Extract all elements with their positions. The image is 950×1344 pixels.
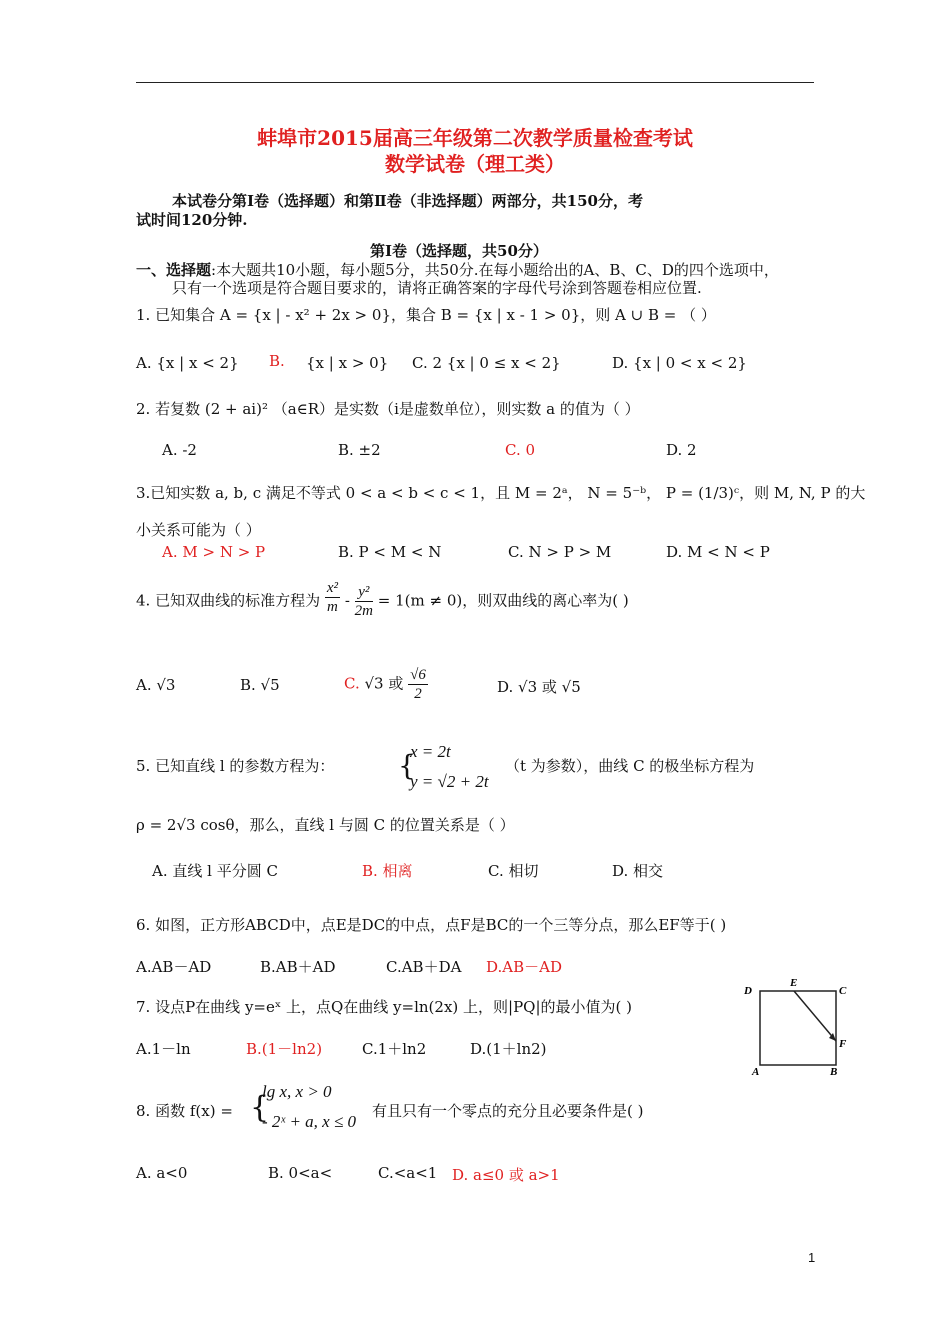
q1-stem: 1. 已知集合 A = {x | - x² + 2x > 0}，集合 B = {x | x - 1 > 0}，则 A ∪ B = （ ） — [136, 306, 716, 324]
q7-stem: 7. 设点P在曲线 y=eˣ 上，点Q在曲线 y=ln(2x) 上，则|PQ|的最小值为( ) — [136, 998, 632, 1016]
q4-frac2-den: 2m — [354, 603, 374, 619]
q4-option-c-math: √3 或 — [364, 674, 404, 693]
q4-option-c-label: C. — [344, 674, 360, 693]
q6-option-c: C.AB＋DA — [386, 958, 462, 976]
q5-system-line-1: x = 2t — [410, 742, 451, 761]
q4-option-d: D. √3 或 √5 — [497, 678, 581, 696]
segment-ef — [794, 991, 836, 1041]
q5-brace: { — [398, 749, 416, 782]
q7-option-c: C.1＋ln2 — [362, 1040, 427, 1058]
q1-option-a: A. {x | x < 2} — [136, 354, 239, 372]
q5-stem-pre: 5. 已知直线 l 的参数方程为： — [136, 757, 335, 775]
section-heading-line-2: 只有一个选项是符合题目要求的，请将正确答案的字母代号涂到答题卷相应位置. — [172, 279, 702, 297]
q8-brace: { — [250, 1090, 270, 1125]
q1-option-d: D. {x | 0 < x < 2} — [612, 354, 747, 372]
exam-subtitle: 数学试卷（理工类） — [385, 152, 565, 176]
q7-option-a: A.1－ln — [136, 1040, 191, 1058]
q3-option-a: A. M > N > P — [162, 543, 266, 561]
q6-option-d: D.AB－AD — [486, 958, 562, 976]
q4-option-c — [344, 666, 428, 703]
q2-option-b: B. ±2 — [338, 441, 381, 459]
q8-option-d: D. a≤0 或 a>1 — [452, 1166, 560, 1184]
q4-option-b: B. √5 — [240, 676, 280, 694]
q8-option-a: A. a<0 — [136, 1164, 188, 1182]
q4-fraction-y — [355, 583, 373, 620]
label-a: A — [752, 1066, 760, 1078]
q4-option-a: A. √3 — [136, 676, 176, 694]
exam-title: 蚌埠市2015届高三年级第二次教学质量检查考试 — [257, 126, 693, 150]
q4-c-frac-num: √6 — [410, 667, 426, 683]
q2-option-a: A. -2 — [162, 441, 197, 459]
q8-piece-1: lg x, x > 0 — [262, 1082, 332, 1101]
square-abcd-figure — [740, 975, 852, 1080]
q2-option-c: C. 0 — [505, 441, 536, 459]
q4-frac1-den: m — [327, 599, 338, 615]
intro-line-1: 本试卷分第Ⅰ卷（选择题）和第Ⅱ卷（非选择题）两部分，共150分，考 — [172, 192, 643, 210]
label-c: C — [839, 985, 847, 997]
q1-option-b: {x | x > 0} — [306, 354, 389, 372]
q5-option-a: A. 直线 l 平分圆 C — [152, 862, 278, 880]
q5-option-b: B. 相离 — [362, 862, 413, 880]
q5-system-line-2: y = √2 + 2t — [410, 772, 489, 791]
q8-stem-post: 有且只有一个零点的充分且必要条件是( ) — [372, 1102, 644, 1120]
page-number: 1 — [808, 1250, 816, 1265]
q3-stem-line-2: 小关系可能为（ ） — [136, 521, 261, 539]
q3-option-c: C. N > P > M — [508, 543, 612, 561]
section-title: 第Ⅰ卷（选择题，共50分） — [370, 242, 548, 260]
q5-stem-line-2: ρ = 2√3 cosθ，那么，直线 l 与圆 C 的位置关系是（ ） — [136, 816, 515, 834]
label-d: D — [744, 985, 752, 997]
q4-stem-pre: 4. 已知双曲线的标准方程为 — [136, 591, 321, 610]
q4-stem-post: = 1(m ≠ 0)，则双曲线的离心率为( ) — [377, 591, 629, 610]
q1-option-c: C. 2 {x | 0 ≤ x < 2} — [412, 354, 561, 372]
q5-stem-post: （t 为参数），曲线 C 的极坐标方程为 — [505, 757, 755, 775]
label-b: B — [830, 1066, 838, 1078]
section-heading-bold: 一、选择题 — [136, 261, 212, 279]
q5-option-d: D. 相交 — [612, 862, 664, 880]
q4-c-frac-den: 2 — [414, 686, 422, 702]
label-f: F — [839, 1038, 847, 1050]
q3-option-b: B. P < M < N — [338, 543, 442, 561]
q5-option-c: C. 相切 — [488, 862, 539, 880]
q4-frac2-num: y² — [355, 583, 373, 602]
q4-frac1-num: x² — [326, 580, 339, 596]
header-rule — [136, 82, 814, 83]
q2-option-d: D. 2 — [666, 441, 697, 459]
intro-line-2: 试时间120分钟. — [136, 211, 248, 229]
q8-option-b: B. 0<a< — [268, 1164, 333, 1182]
q7-option-d: D.(1＋ln2) — [470, 1040, 547, 1058]
q3-option-d: D. M < N < P — [666, 543, 770, 561]
q2-stem: 2. 若复数 (2 + ai)² （a∈R）是实数（i是虚数单位），则实数 a 的值为（ ） — [136, 400, 640, 418]
q4-stem: 4. 已知双曲线的标准方程为 $\frac{\text{x²}}{m}$ - $\frac{\text{y²}}{2m}$ = 1(m ≠ 0)，则双曲线的离心率为( ) — [136, 580, 629, 619]
q6-option-a: A.AB－AD — [136, 958, 212, 976]
q8-piece-2: - 2ˣ + a, x ≤ 0 — [262, 1112, 357, 1131]
q4-option-c-fraction — [408, 666, 428, 703]
label-e: E — [790, 977, 798, 989]
q6-stem: 6. 如图，正方形ABCD中，点E是DC的中点，点F是BC的一个三等分点，那么EF等于( ) — [136, 916, 727, 934]
q1-option-b-label: B. — [269, 352, 285, 370]
q6-option-b: B.AB＋AD — [260, 958, 336, 976]
q8-option-c: C.<a<1 — [378, 1164, 438, 1182]
q7-option-b: B.(1－ln2) — [246, 1040, 323, 1058]
q8-stem-pre: 8. 函数 f(x) = — [136, 1102, 233, 1120]
q3-stem: 3.已知实数 a, b, c 满足不等式 0 < a < b < c < 1，且 M = 2ᵃ， N = 5⁻ᵇ， P = (1/3)ᶜ，则 M, N, P 的大 — [136, 484, 866, 502]
section-heading-rest: :本大题共10小题，每小题5分，共50分.在每小题给出的A、B、C、D的四个选项中， — [211, 261, 779, 279]
q4-fraction-x — [325, 579, 340, 616]
